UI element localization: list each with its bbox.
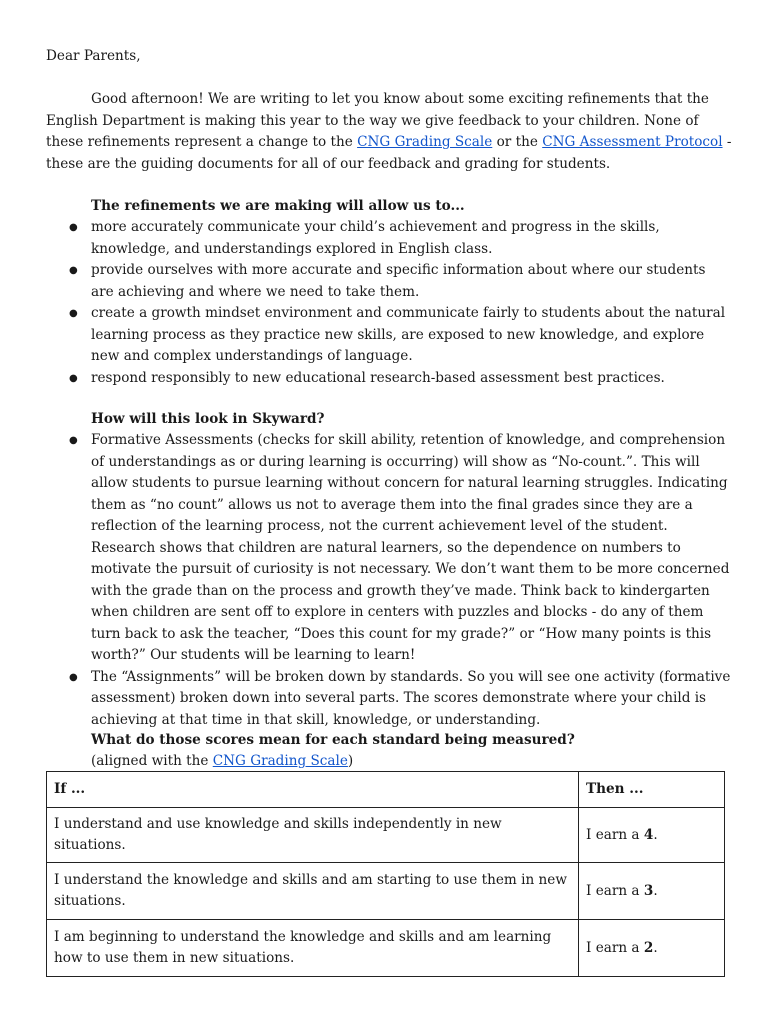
scores-subheading: [91, 751, 353, 773]
then-prefix: I earn a: [586, 939, 644, 956]
list-item: ● The “Assignments” will be broken down by standards. So you will see one activity (formative assessment) broken down into several parts. The scores demonstrate where your child is achieving at that time in that skill, knowledge, or understanding.: [91, 667, 731, 732]
header-then: Then ...: [579, 772, 725, 808]
cng-assessment-protocol-link[interactable]: CNG Assessment Protocol: [542, 134, 723, 150]
then-suffix: .: [653, 939, 658, 956]
row-then-cell: [579, 808, 725, 863]
score-value: 4: [643, 826, 654, 843]
header-if: If ...: [47, 772, 579, 808]
subheading-prefix: (aligned with the: [91, 753, 213, 769]
row-if-cell: I understand the knowledge and skills and am starting to use them in new situations.: [47, 863, 579, 920]
refinements-heading: The refinements we are making will allow us to...: [91, 198, 465, 214]
cng-grading-scale-link-2[interactable]: CNG Grading Scale: [212, 753, 348, 769]
list-item: ● provide ourselves with more accurate and specific information about where our students are achieving and where we need to take them.: [91, 260, 731, 303]
refinements-list: [91, 217, 731, 389]
intro-text-2: or the: [492, 134, 543, 150]
intro-text-1: Good afternoon! We are writing to let you know about some exciting refinements that the English Department is making this year to the way we give feedback to your children. None of these refinements represent a change to the: [46, 91, 709, 150]
table-row: [47, 863, 725, 920]
table-row: [47, 808, 725, 863]
row-if-cell: I am beginning to understand the knowledge and skills and am learning how to use them in new situations.: [47, 920, 579, 977]
row-then-cell: [579, 863, 725, 920]
score-value: 3: [643, 882, 654, 899]
cng-grading-scale-link[interactable]: CNG Grading Scale: [357, 134, 493, 150]
list-item: ● respond responsibly to new educational research-based assessment best practices.: [91, 368, 731, 390]
then-prefix: I earn a: [586, 882, 644, 899]
intro-text-3: - these are the guiding documents for all of our feedback and grading for students.: [46, 134, 732, 172]
skyward-list: [91, 430, 731, 731]
scores-heading: What do those scores mean for each standard being measured?: [91, 732, 575, 748]
list-item: ● Formative Assessments (checks for skill ability, retention of knowledge, and comprehension of understandings as or during learning is occurring) will show as “No-count.”. This will allow students to pursue learning without concern for natural learning struggles. Indicating them as “no count” allows us not to average them into the final grades since they are a reflection of the learning process, not the current achievement level of the student. Research shows that children are natural learners, so the dependence on numbers to motivate the pursuit of curiosity is not necessary. We don’t want them to be more concerned with the grade than on the process and growth they’ve made. Think back to kindergarten when children are sent off to explore in centers with puzzles and blocks - do any of them turn back to ask the teacher, “Does this count for my grade?” or “How many points is this worth?” Our students will be learning to learn!: [91, 430, 731, 667]
then-prefix: I earn a: [586, 826, 644, 843]
skyward-heading: How will this look in Skyward?: [91, 411, 325, 427]
row-then-cell: [579, 920, 725, 977]
salutation: Dear Parents,: [46, 48, 141, 64]
intro-paragraph: [46, 89, 736, 175]
scores-table: [46, 771, 725, 977]
table-header-row: [47, 772, 725, 808]
table-row: [47, 920, 725, 977]
then-suffix: .: [653, 882, 658, 899]
score-value: 2: [643, 939, 654, 956]
list-item: ● more accurately communicate your child’s achievement and progress in the skills, knowledge, and understandings explored in English class.: [91, 217, 731, 260]
subheading-suffix: ): [347, 753, 354, 769]
then-suffix: .: [653, 826, 658, 843]
row-if-cell: I understand and use knowledge and skills independently in new situations.: [47, 808, 579, 863]
list-item: ● create a growth mindset environment and communicate fairly to students about the natural learning process as they practice new skills, are exposed to new knowledge, and explore new and complex understandings of language.: [91, 303, 731, 368]
